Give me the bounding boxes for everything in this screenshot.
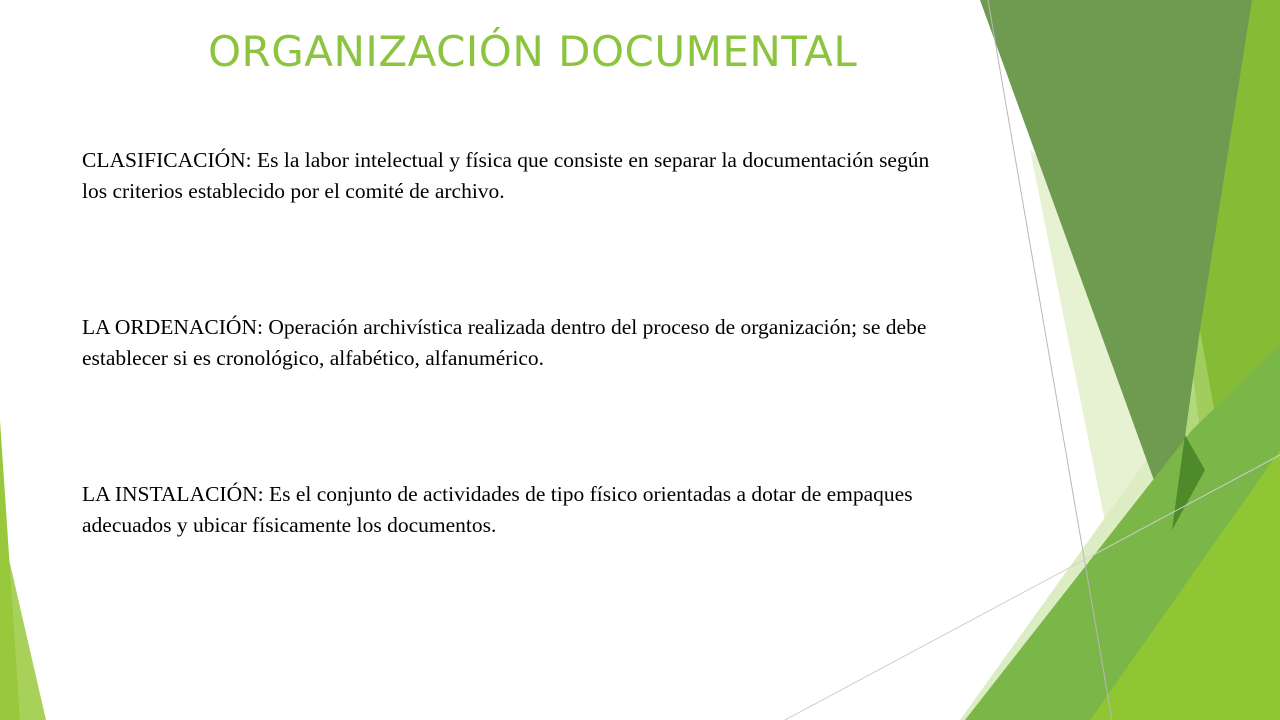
- paragraph-ordenacion: LA ORDENACIÓN: Operación archivística realizada dentro del proceso de organización; se debe establecer si es cronológico, alfabético, alfanumérico.: [82, 315, 927, 371]
- slide-title: ORGANIZACIÓN DOCUMENTAL: [208, 27, 858, 76]
- paragraph-clasificacion: CLASIFICACIÓN: Es la labor intelectual y física que consiste en separar la documentación según los criterios establecido por el comité de archivo.: [82, 148, 930, 204]
- left-edge-shape-2: [0, 520, 46, 720]
- paragraph-instalacion: LA INSTALACIÓN: Es el conjunto de actividades de tipo físico orientadas a dotar de empaques adecuados y ubicar físicamente los documentos.: [82, 482, 913, 538]
